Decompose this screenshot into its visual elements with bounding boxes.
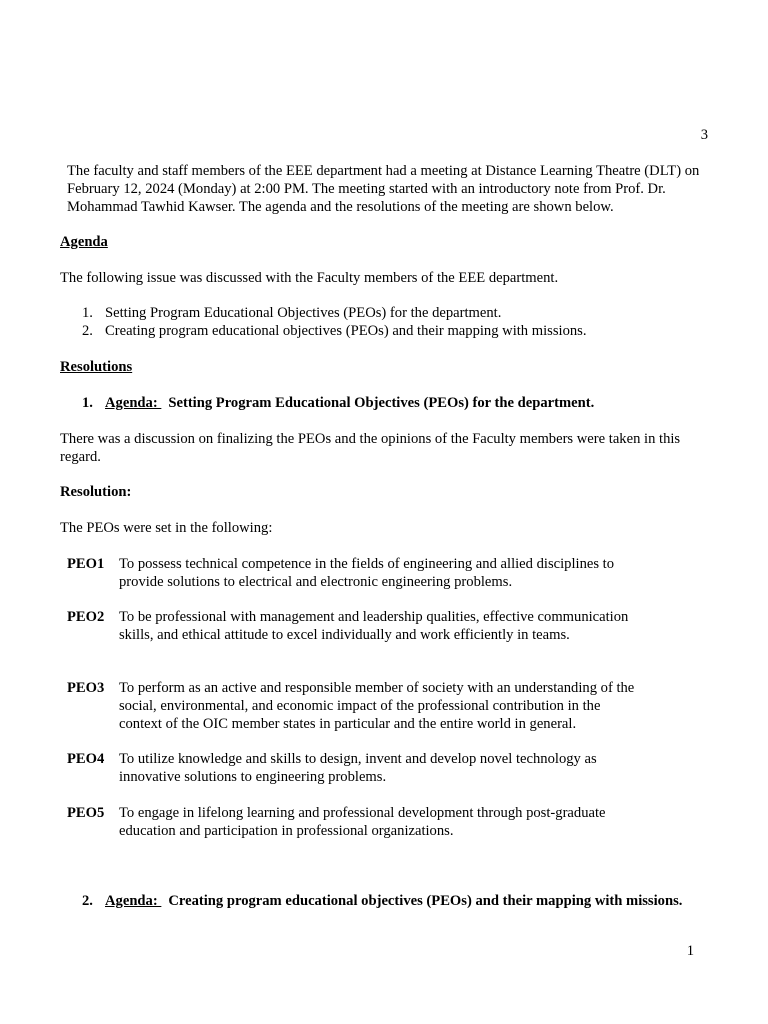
peo-code: PEO2 — [67, 609, 105, 625]
peo-item-4 — [67, 750, 647, 786]
resolution-agenda-label: Agenda: — [105, 893, 162, 909]
list-text: Creating program educational objectives (PEOs) and their mapping with missions. — [105, 323, 587, 339]
peo-code: PEO3 — [67, 680, 105, 696]
resolution-item-2 — [82, 892, 682, 910]
peo-text: To utilize knowledge and skills to design, invent and develop novel technology as innovative solutions to engineering problems. — [119, 751, 597, 785]
peo-item-1 — [67, 555, 647, 591]
agenda-heading: Agenda — [60, 234, 108, 250]
list-number: 2. — [82, 323, 93, 339]
peo-text: To be professional with management and leadership qualities, effective communication skills, and ethical attitude to excel individually and work efficiently in teams. — [119, 609, 629, 643]
page-number-top: 3 — [700, 127, 708, 143]
resolution-number: 2. — [82, 893, 93, 909]
peo-item-5 — [67, 804, 647, 840]
agenda-list-item — [82, 304, 587, 322]
peo-intro: The PEOs were set in the following: — [60, 520, 273, 536]
resolution-title: Creating program educational objectives (PEOs) and their mapping with missions. — [168, 893, 683, 909]
peo-text: To engage in lifelong learning and professional development through post-graduate education and participation in professional organizations. — [119, 805, 606, 839]
list-text: Setting Program Educational Objectives (PEOs) for the department. — [105, 305, 502, 321]
intro-paragraph: The faculty and staff members of the EEE department had a meeting at Distance Learning Theatre (DLT) on February 12, 2024 (Monday) at 2:00 PM. The meeting started with an introductory note from Prof. Dr. Mohammad Tawhid Kawser. The agenda and the resolutions of the meeting are shown below. — [67, 163, 700, 215]
agenda-list — [82, 304, 587, 340]
peo-code: PEO1 — [67, 556, 105, 572]
resolution-number: 1. — [82, 395, 93, 411]
peo-item-3 — [67, 679, 647, 733]
list-number: 1. — [82, 305, 93, 321]
resolution-agenda-label: Agenda: — [105, 395, 162, 411]
agenda-list-item — [82, 322, 587, 340]
peo-item-2 — [67, 608, 647, 644]
peo-text: To possess technical competence in the fields of engineering and allied disciplines to provide solutions to electrical and electronic engineering problems. — [119, 556, 615, 590]
discussion-paragraph: There was a discussion on finalizing the PEOs and the opinions of the Faculty members were taken in this regard. — [60, 431, 681, 465]
page-number-bottom: 1 — [686, 943, 694, 959]
peo-code: PEO4 — [67, 751, 105, 767]
resolution-title: Setting Program Educational Objectives (PEOs) for the department. — [168, 395, 595, 411]
resolution-label: Resolution: — [60, 484, 132, 500]
peo-code: PEO5 — [67, 805, 105, 821]
resolution-item-1 — [82, 394, 594, 412]
agenda-intro: The following issue was discussed with the Faculty members of the EEE department. — [60, 270, 559, 286]
peo-text: To perform as an active and responsible member of society with an understanding of the social, environmental, and economic impact of the professional contribution in the context of the OIC member states in particular and the entire world in general. — [119, 680, 635, 732]
resolutions-heading: Resolutions — [60, 359, 133, 375]
